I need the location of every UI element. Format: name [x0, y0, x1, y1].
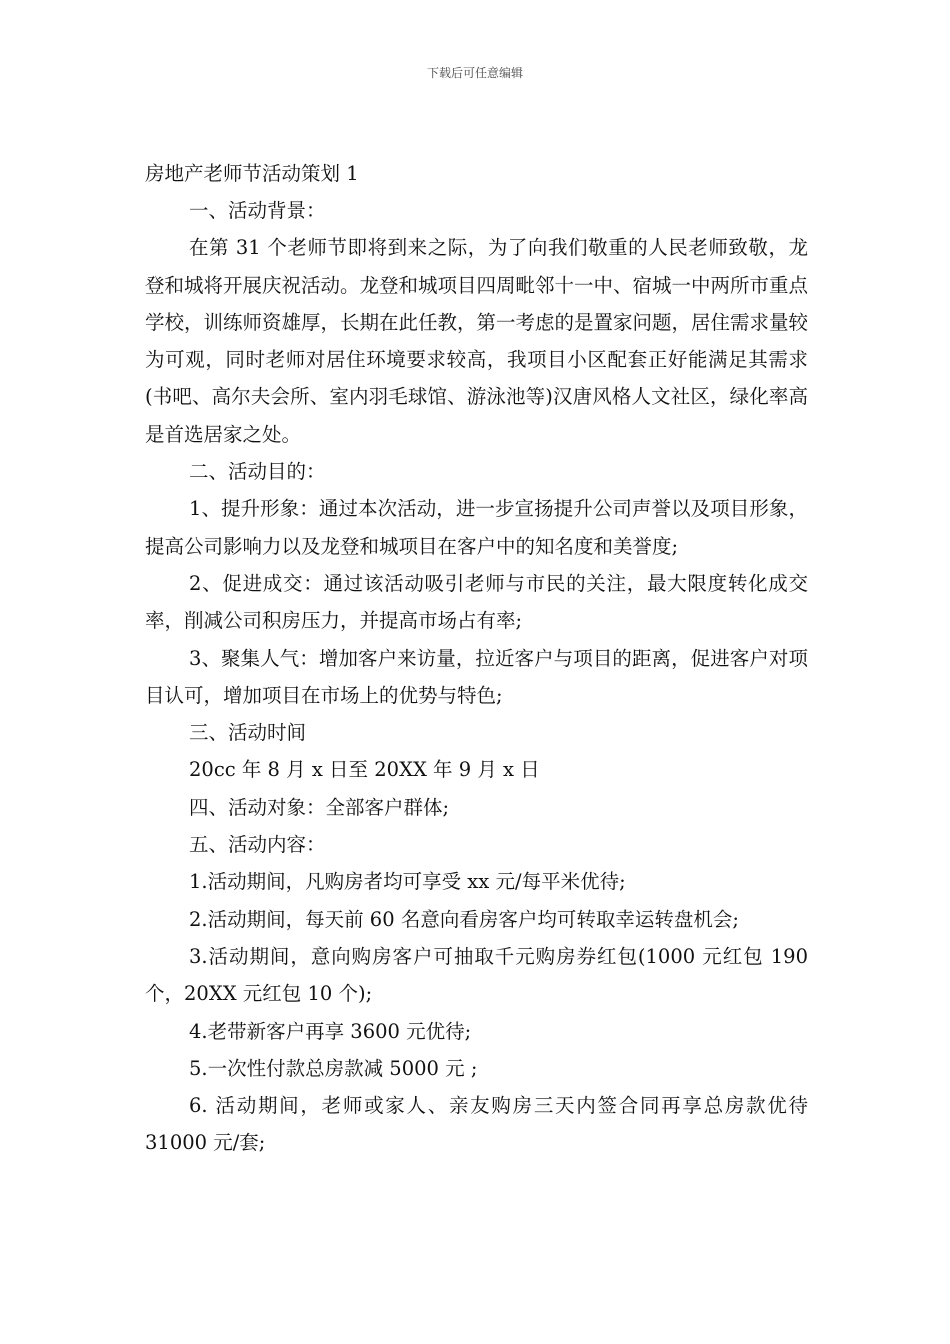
section-heading-audience: 四、活动对象：全部客户群体; [189, 795, 450, 819]
content-item-2: 2.活动期间，每天前 60 名意向看房客户均可转取幸运转盘机会; [189, 907, 739, 931]
document-title: 房地产老师节活动策划 1 [145, 162, 359, 185]
content-item-1: 1.活动期间，凡购房者均可享受 xx 元/每平米优待; [189, 870, 626, 894]
content-item-6: 6. 活动期间，老师或家人、亲友购房三天内签合同再享总房款优待 31000 元/套; [145, 1094, 808, 1155]
section-heading-content: 五、活动内容： [189, 833, 326, 857]
section-heading-time: 三、活动时间 [189, 721, 307, 745]
paragraph-time-range: 20cc 年 8 月 x 日至 20XX 年 9 月 x 日 [189, 758, 540, 782]
content-item-3: 3.活动期间，意向购房客户可抽取千元购房券红包(1000 元红包 190 个，20XX 元红包 10 个); [145, 944, 808, 1006]
page-header-note: 下载后可任意编辑 [426, 66, 523, 80]
goal-item-sales: 2、促进成交：通过该活动吸引老师与市民的关注，最大限度转化成交率，削减公司积房压力，并提高市场占有率; [145, 571, 808, 633]
content-item-5: 5.一次性付款总房款减 5000 元 ; [189, 1056, 478, 1080]
goal-item-image: 1、提升形象：通过本次活动，进一步宣扬提升公司声誉以及项目形象，提高公司影响力以及龙登和城项目在客户中的知名度和美誉度; [145, 497, 808, 558]
content-item-4: 4.老带新客户再享 3600 元优待; [189, 1019, 472, 1043]
paragraph-background: 在第 31 个老师节即将到来之际，为了向我们敬重的人民老师致敬，龙登和城将开展庆祝活动。龙登和城项目四周毗邻十一中、宿城一中两所市重点学校，训练师资雄厚，长期在此任教，第一考虑的是置家问题，居住需求量较为可观，同时老师对居住环境要求较高，我项目小区配套正好能满足其需求(书吧、高尔夫会所、室内羽毛球馆、游泳池等)汉唐风格人文社区，绿化率高是首选居家之处。 [145, 236, 809, 446]
section-heading-background: 一、活动背景： [189, 199, 326, 222]
document-body [145, 155, 808, 1162]
section-heading-goals: 二、活动目的： [189, 460, 326, 484]
goal-item-popularity: 3、聚集人气：增加客户来访量，拉近客户与项目的距离，促进客户对项目认可，增加项目在市场上的优势与特色; [145, 646, 808, 707]
